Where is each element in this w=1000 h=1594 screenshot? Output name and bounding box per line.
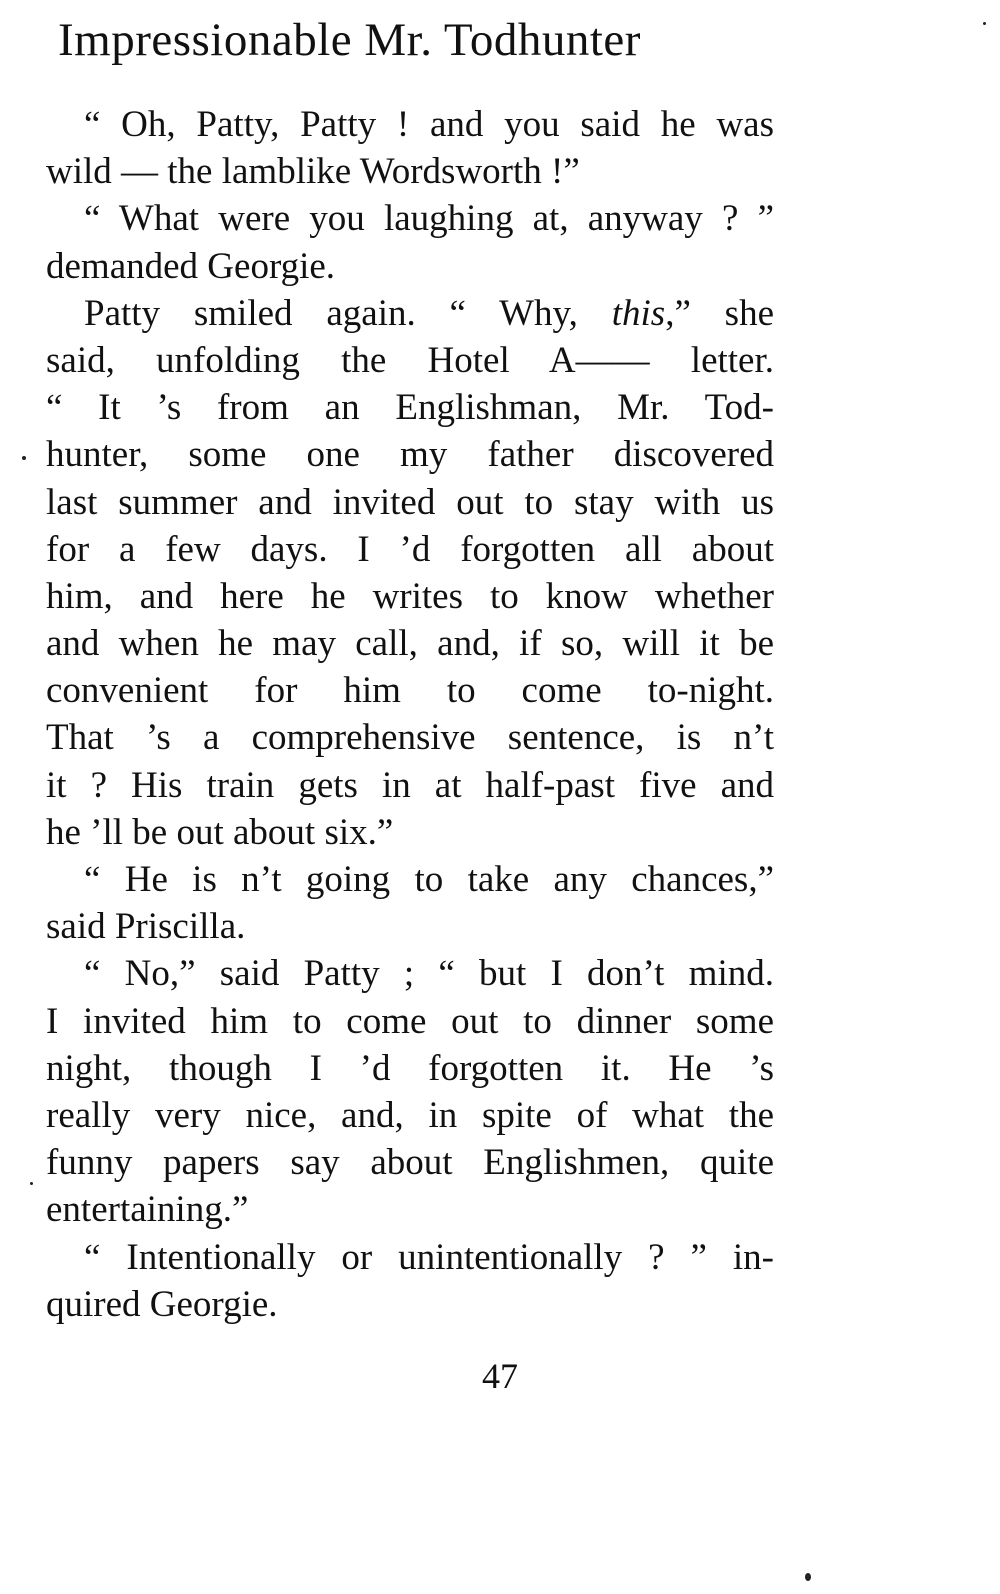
text-line: convenient for him to come to-night. bbox=[46, 670, 774, 712]
text-line: it ? His train gets in at half-past five and bbox=[46, 764, 774, 806]
text-line: said Priscilla. bbox=[46, 906, 246, 948]
text-line: “ Intentionally or unintentionally ? ” in- bbox=[84, 1236, 774, 1278]
print-speck bbox=[805, 1573, 811, 1581]
text-line: I invited him to come out to dinner some bbox=[46, 1000, 774, 1042]
text-line: “ No,” said Patty ; “ but I don’t mind. bbox=[84, 953, 774, 995]
text-line: him, and here he writes to know whether bbox=[46, 575, 774, 617]
text-line: quired Georgie. bbox=[46, 1283, 278, 1325]
text-line: demanded Georgie. bbox=[46, 245, 336, 287]
emphasis: this bbox=[611, 292, 666, 334]
text-line: That ’s a comprehensive sentence, is n’t bbox=[46, 717, 774, 759]
body-text bbox=[46, 101, 774, 1328]
print-speck bbox=[30, 1182, 33, 1185]
text-line: entertaining.” bbox=[46, 1189, 249, 1231]
running-title: Impressionable Mr. Todhunter bbox=[58, 14, 641, 66]
text-line: for a few days. I ’d forgotten all about bbox=[46, 528, 774, 570]
text-line: wild — the lamblike Wordsworth !” bbox=[46, 151, 580, 193]
text-line: he ’ll be out about six.” bbox=[46, 811, 394, 853]
text-line: really very nice, and, in spite of what the bbox=[46, 1094, 774, 1136]
text-line: Patty smiled again. “ Why, this,” she bbox=[84, 292, 774, 334]
text-line: “ He is n’t going to take any chances,” bbox=[84, 859, 774, 900]
print-speck bbox=[983, 22, 986, 25]
text-line: said, unfolding the Hotel A—— letter. bbox=[46, 339, 774, 381]
page-number: 47 bbox=[482, 1356, 518, 1396]
text-line: funny papers say about Englishmen, quite bbox=[46, 1142, 774, 1184]
text-line: “ What were you laughing at, anyway ? ” bbox=[84, 198, 774, 240]
text-line: night, though I ’d forgotten it. He ’s bbox=[46, 1047, 774, 1089]
text-line: and when he may call, and, if so, will it be bbox=[46, 623, 774, 665]
text-line: “ Oh, Patty, Patty ! and you said he was bbox=[84, 104, 774, 145]
print-speck bbox=[22, 456, 26, 460]
text-line: last summer and invited out to stay with us bbox=[46, 481, 774, 523]
text-line: hunter, some one my father discovered bbox=[46, 434, 774, 476]
text-line: “ It ’s from an Englishman, Mr. Tod- bbox=[46, 387, 774, 429]
